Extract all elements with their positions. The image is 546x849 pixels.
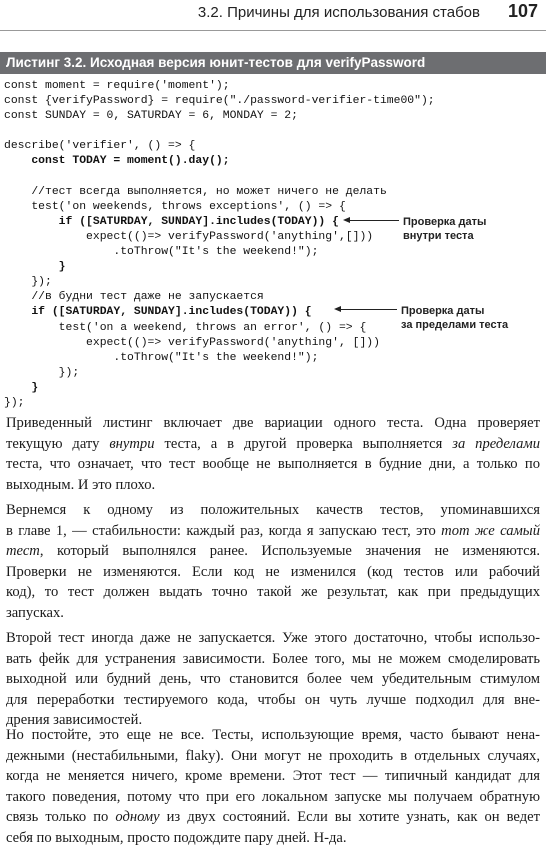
- text-line: в главе 1, — стабильности: каждый раз, когда я запускаю тест, это тот же самый: [6, 522, 540, 539]
- text-line: Вернемся к одному из положительных качеств тестов, упоминавшихся: [6, 502, 540, 518]
- text-line: Проверки не изменяются. Если код не изменился (код тестов или рабочий: [6, 563, 540, 580]
- paragraph-4: [6, 725, 540, 849]
- code-line: const {verifyPassword} = require("./password-verifier-time00");: [4, 95, 435, 108]
- code-line: expect(()=> verifyPassword('anything',[])): [4, 230, 374, 243]
- code-line: const SUNDAY = 0, SATURDAY = 6, MONDAY = 2;: [4, 110, 298, 123]
- code-line: .toThrow("It's the weekend!");: [4, 351, 319, 364]
- text-line: тест, который выполнялся ранее. Используемые значения не изменяются.: [6, 543, 540, 560]
- code-line: });: [4, 366, 80, 379]
- text-line: Второй тест иногда даже не запускается. Уже этого достаточно, чтобы использо-: [6, 630, 540, 646]
- text-line: себя по выходным, просто подождите пару дней. Н-да.: [6, 829, 347, 846]
- annotation-line: внутри теста: [403, 230, 474, 242]
- paragraph-3: [6, 628, 540, 731]
- annotation-outside-test: [401, 304, 508, 332]
- annotation-arrow-inside: [349, 220, 399, 221]
- text-line: Приведенный листинг включает две вариации одного теста. Одна проверяет: [6, 415, 540, 431]
- text-line: дрения зависимостей.: [6, 712, 143, 729]
- code-line: test('on a weekend, throws an error', () => {: [4, 321, 367, 334]
- code-listing: [4, 79, 544, 411]
- code-line: [4, 124, 544, 139]
- code-line: expect(()=> verifyPassword('anything', [])): [4, 336, 380, 349]
- text-line: код), то тест должен выдать точно такой же результат, как при предыдущих: [6, 584, 540, 601]
- listing-caption: Листинг 3.2. Исходная версия юнит-тестов для verifyPassword: [0, 52, 546, 74]
- text-line: запусках.: [6, 604, 64, 621]
- code-line: if ([SATURDAY, SUNDAY].includes(TODAY)) {: [4, 215, 339, 228]
- code-line: //в будни тест даже не запускается: [4, 291, 264, 304]
- running-head: 3.2. Причины для использования стабов: [197, 4, 480, 21]
- text-line: теста, что означает, что тест вообще не выполняется в будние дни, а только по: [6, 456, 540, 473]
- annotation-arrow-outside: [340, 309, 397, 310]
- text-line: связь только по одному из двух состояний. Если вы хотите узнать, как он ведет: [6, 809, 541, 826]
- page-number: 107: [507, 1, 538, 21]
- annotation-line: за пределами теста: [401, 319, 509, 331]
- code-line: const moment = require('moment');: [4, 80, 230, 92]
- text-line: выходной или будний день, что становится более чем убедительным стимулом: [6, 671, 540, 688]
- text-line: вать фейк для устранения зависимости. Более того, мы не можем смоделировать: [6, 650, 540, 667]
- code-line: if ([SATURDAY, SUNDAY].includes(TODAY)) {: [4, 306, 312, 319]
- code-line: }: [4, 261, 66, 274]
- code-line: //тест всегда выполняется, но может ничего не делать: [4, 185, 387, 198]
- paragraph-2: [6, 500, 540, 624]
- code-line: });: [4, 276, 52, 289]
- code-line: describe('verifier', () => {: [4, 140, 196, 153]
- text-line: Но постойте, это еще не все. Тесты, использующие время, часто бывают нена-: [6, 727, 540, 743]
- code-line: const TODAY = moment().day();: [4, 155, 230, 168]
- text-line: текущую дату внутри теста, а в другой проверка выполняется за пределами: [6, 435, 540, 452]
- annotation-line: Проверка даты: [403, 216, 487, 228]
- annotation-line: Проверка даты: [401, 305, 485, 317]
- text-line: для переработки тестируемого кода, чтобы он чуть лучше подходил для вне-: [6, 691, 540, 708]
- code-line: });: [4, 396, 25, 409]
- header-rule: [0, 30, 546, 31]
- paragraph-1: [6, 413, 540, 495]
- code-line: [4, 170, 544, 185]
- text-line: когда не меняется ничего, кроме времени. Этот тест — типичный кандидат для: [6, 768, 540, 785]
- code-line: }: [4, 381, 39, 394]
- annotation-inside-test: [403, 215, 486, 243]
- code-line: .toThrow("It's the weekend!");: [4, 246, 319, 259]
- code-line: test('on weekends, throws exceptions', () => {: [4, 200, 346, 213]
- text-line: выходным. И это плохо.: [6, 476, 156, 493]
- page-header: [0, 0, 546, 30]
- text-line: дежными (нестабильными, flaky). Они могут не проходить в отдельных случаях,: [6, 747, 540, 764]
- text-line: такого поведения, потому что при его локальном запуске мы получаем обратную: [6, 788, 540, 805]
